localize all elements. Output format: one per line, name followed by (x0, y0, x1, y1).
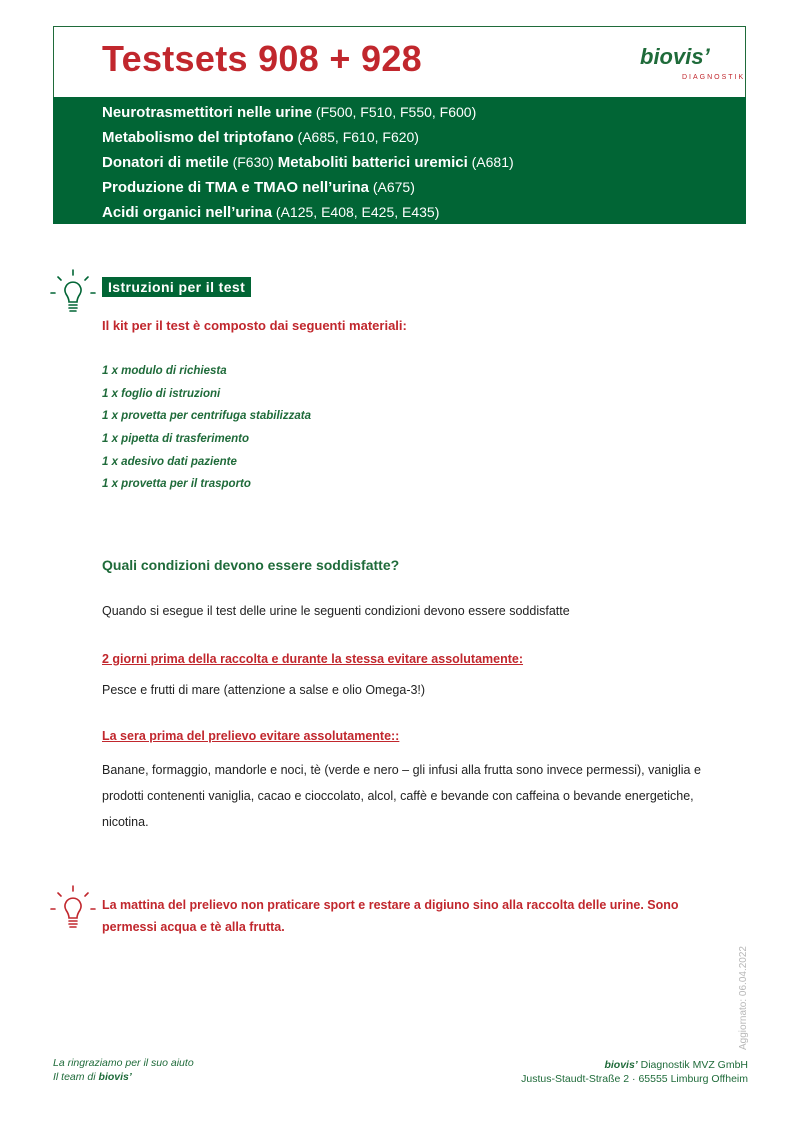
list-item: 1 x modulo di richiesta (102, 365, 227, 377)
test-codes: (A125, E408, E425, E435) (272, 204, 440, 220)
test-name: Donatori di metile (102, 154, 229, 171)
lightbulb-icon (50, 884, 96, 932)
test-line-4 (102, 175, 514, 200)
list-item: 1 x provetta per il trasporto (102, 478, 251, 491)
test-codes: (A675) (368, 179, 415, 195)
morning-note: La mattina del prelievo non praticare sport e restare a digiuno sino alla raccolta delle urine. Sono permessi acqua e tè alla frutta. (102, 898, 679, 934)
logo-word: biovis’ (640, 44, 710, 69)
logo-subtitle: DIAGNOSTIK (682, 74, 746, 81)
test-name: Metaboliti batterici uremici (277, 154, 468, 171)
footer-street-line: Justus-Staudt-Straße 2 · 65555 Limburg Offheim (521, 1073, 748, 1085)
updated-date: Aggiornato: 06.04.2022 (738, 946, 749, 1050)
footer-address (521, 1058, 748, 1086)
list-item: 1 x pipetta di trasferimento (102, 433, 249, 446)
warning-two-days-title: 2 giorni prima della raccolta e durante la stessa evitare assolutamente: (102, 652, 524, 666)
footer-company-line (521, 1058, 748, 1072)
warning-evening-text: Banane, formaggio, mandorle e noci, tè (verde e nero – gli infusi alla frutta sono invece permessi), vaniglia e prodotti contenenti vaniglia, cacao e cioccolato, alcol, caffè e bevande con caffeina o bevande energetiche, nicotina. (102, 763, 701, 829)
instructions-label: Istruzioni per il test (102, 277, 251, 297)
test-name: Metabolismo del triptofano (102, 129, 294, 146)
test-line-5 (102, 200, 514, 225)
lightbulb-icon (50, 268, 96, 316)
list-item: 1 x foglio di istruzioni (102, 387, 221, 400)
test-codes: (A685, F610, F620) (293, 129, 419, 145)
footer-thanks (53, 1056, 194, 1084)
conditions-intro: Quando si esegue il test delle urine le seguenti condizioni devono essere soddisfatte (102, 604, 570, 618)
warning-two-days-text: Pesce e frutti di mare (attenzione a salse e olio Omega-3!) (102, 683, 426, 697)
warning-evening-title: La sera prima del prelievo evitare assolutamente:: (102, 729, 400, 743)
footer-team-brand: biovis’ (98, 1071, 132, 1083)
conditions-title: Quali condizioni devono essere soddisfatte? (102, 557, 400, 573)
tests-list (102, 100, 514, 225)
test-line-3 (102, 150, 514, 175)
test-name: Acidi organici nell’urina (102, 204, 273, 221)
test-codes: (A681) (467, 154, 514, 170)
list-item: 1 x provetta per centrifuga stabilizzata (102, 410, 311, 423)
test-name: Neurotrasmettitori nelle urine (102, 104, 313, 121)
test-codes: (F500, F510, F550, F600) (312, 104, 477, 120)
footer-company-brand: biovis’ (604, 1059, 638, 1071)
footer-team-prefix: Il team di (53, 1071, 99, 1083)
kit-list (102, 362, 311, 498)
kit-title: Il kit per il test è composto dai seguenti materiali: (102, 318, 407, 333)
footer-company-name: Diagnostik MVZ GmbH (637, 1059, 748, 1071)
biovis-logo (640, 44, 745, 84)
test-codes: (F630) (228, 154, 278, 170)
test-name: Produzione di TMA e TMAO nell’urina (102, 179, 369, 196)
test-line-1 (102, 100, 514, 125)
footer-thanks-line: La ringraziamo per il suo aiuto (53, 1057, 194, 1069)
list-item: 1 x adesivo dati paziente (102, 455, 237, 468)
page-title: Testsets 908 + 928 (102, 38, 422, 79)
test-line-2 (102, 125, 514, 150)
footer-team-line (53, 1070, 194, 1084)
